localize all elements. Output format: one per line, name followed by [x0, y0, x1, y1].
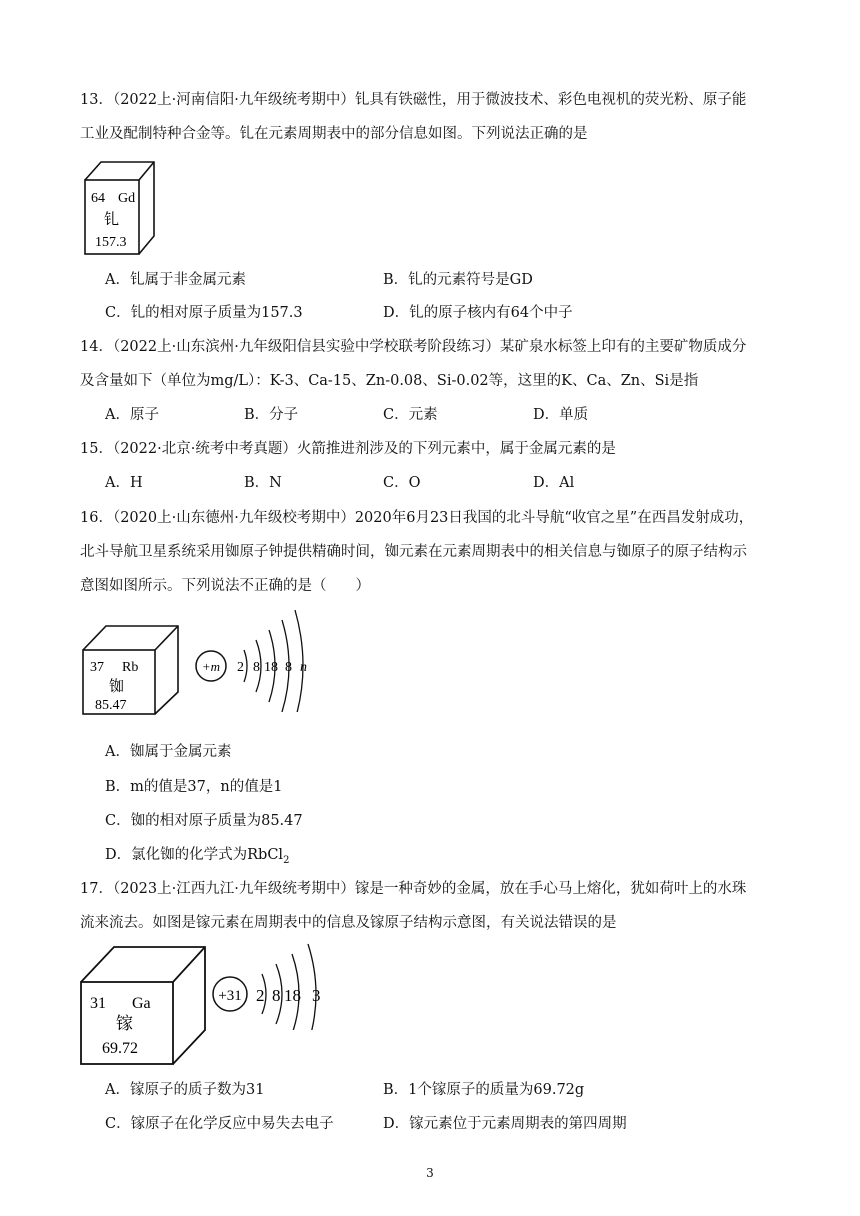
q17-shell-3-electrons: 18 [284, 986, 301, 1005]
q16-element-symbol: Rb [122, 660, 139, 675]
q17-shell-1-electrons: 2 [256, 986, 265, 1005]
q14-option-d[interactable]: D．单质 [533, 407, 589, 423]
q16-option-d-text: D．氯化铷的化学式为RbCl [105, 847, 284, 863]
q16-shell-3-electrons: 18 [264, 660, 278, 675]
q17-atom-structure [210, 940, 340, 1030]
q16-shell-2-electrons: 8 [253, 660, 260, 675]
q17-shell-2-electrons: 8 [272, 986, 281, 1005]
page-number: 3 [426, 1166, 434, 1180]
q13-atomic-mass: 157.3 [95, 235, 127, 250]
q16-option-a[interactable]: A．铷属于金属元素 [105, 744, 232, 760]
q17-option-c[interactable]: C．镓原子在化学反应中易失去电子 [105, 1116, 334, 1132]
q17-option-b[interactable]: B．1个镓原子的质量为69.72g [383, 1082, 585, 1098]
q17-atomic-mass: 69.72 [102, 1040, 138, 1057]
q16-shell-5-electrons: n [300, 660, 307, 675]
q16-shell-4-electrons: 8 [285, 660, 292, 675]
q16-option-b[interactable]: B．m的值是37，n的值是1 [105, 779, 283, 795]
q17-atomic-number: 31 [90, 995, 106, 1012]
q13-element-symbol: Gd [118, 191, 136, 206]
q16-option-c[interactable]: C．铷的相对原子质量为85.47 [105, 813, 303, 829]
q16-atomic-number: 37 [90, 660, 104, 675]
q13-option-c[interactable]: C．钆的相对原子质量为157.3 [105, 305, 303, 321]
q15-stem-line-1: 15．（2022·北京·统考中考真题）火箭推进剂涉及的下列元素中，属于金属元素的是 [80, 441, 616, 457]
q16-shell-1-electrons: 2 [237, 660, 244, 675]
q14-option-c[interactable]: C．元素 [383, 407, 438, 423]
q14-option-a[interactable]: A．原子 [105, 407, 159, 423]
q17-option-a[interactable]: A．镓原子的质子数为31 [105, 1082, 265, 1098]
q17-element-name: 镓 [116, 1014, 133, 1034]
q17-element-cell [80, 944, 208, 1068]
q14-stem-line-1: 14．（2022上·山东滨州·九年级阳信县实验中学校联考阶段练习）某矿泉水标签上印有的主要矿物质成分 [80, 339, 747, 355]
q16-stem-line-2: 北斗导航卫星系统采用铷原子钟提供精确时间，铷元素在元素周期表中的相关信息与铷原子的原子结构示 [80, 544, 747, 560]
q13-option-b[interactable]: B．钆的元素符号是GD [383, 272, 533, 288]
q16-stem-line-1: 16．（2020上·山东德州·九年级校考期中）2020年6月23日我国的北斗导航“收官之星”在西昌发射成功， [80, 510, 754, 526]
q16-option-d[interactable] [105, 845, 289, 871]
q15-option-d[interactable]: D．Al [533, 475, 575, 491]
q15-option-c[interactable]: C．O [383, 475, 421, 491]
q17-nucleus-charge: +31 [218, 988, 242, 1004]
q16-element-name: 铷 [109, 677, 125, 695]
q13-option-a[interactable]: A．钆属于非金属元素 [105, 272, 246, 288]
q17-option-d[interactable]: D．镓元素位于元素周期表的第四周期 [383, 1116, 627, 1132]
q16-atom-structure [192, 592, 332, 712]
q13-stem-line-1: 13．（2022上·河南信阳·九年级统考期中）钆具有铁磁性，用于微波技术、彩色电视机的荧光粉、原子能 [80, 92, 747, 108]
q15-option-b[interactable]: B．N [244, 475, 282, 491]
q16-stem-line-3: 意图如图所示。下列说法不正确的是（ ） [80, 578, 370, 594]
q17-stem-line-1: 17．（2023上·江西九江·九年级统考期中）镓是一种奇妙的金属，放在手心马上熔化，犹如荷叶上的水珠 [80, 881, 747, 897]
q13-element-name: 钆 [104, 210, 120, 228]
q13-option-d[interactable]: D．钆的原子核内有64个中子 [383, 305, 573, 321]
q16-nucleus-charge: +m [201, 659, 221, 674]
q14-stem-line-2: 及含量如下（单位为mg/L）：K-3、Ca-15、Zn-0.08、Si-0.02等，这里的K、Ca、Zn、Si是指 [80, 373, 699, 389]
q13-atomic-number: 64 [91, 191, 105, 206]
q17-shell-4-electrons: 3 [312, 986, 321, 1005]
q14-option-b[interactable]: B．分子 [244, 407, 299, 423]
q16-option-d-subscript: 2 [283, 854, 290, 866]
q15-option-a[interactable]: A．H [105, 475, 143, 491]
q13-stem-line-2: 工业及配制特种合金等。钆在元素周期表中的部分信息如图。下列说法正确的是 [80, 126, 588, 142]
q16-element-cell [82, 600, 182, 718]
q17-stem-line-2: 流来流去。如图是镓元素在周期表中的信息及镓原子结构示意图，有关说法错误的是 [80, 915, 617, 931]
q16-atomic-mass: 85.47 [95, 698, 127, 713]
q13-element-cell [84, 156, 156, 260]
q17-element-symbol: Ga [132, 995, 151, 1012]
